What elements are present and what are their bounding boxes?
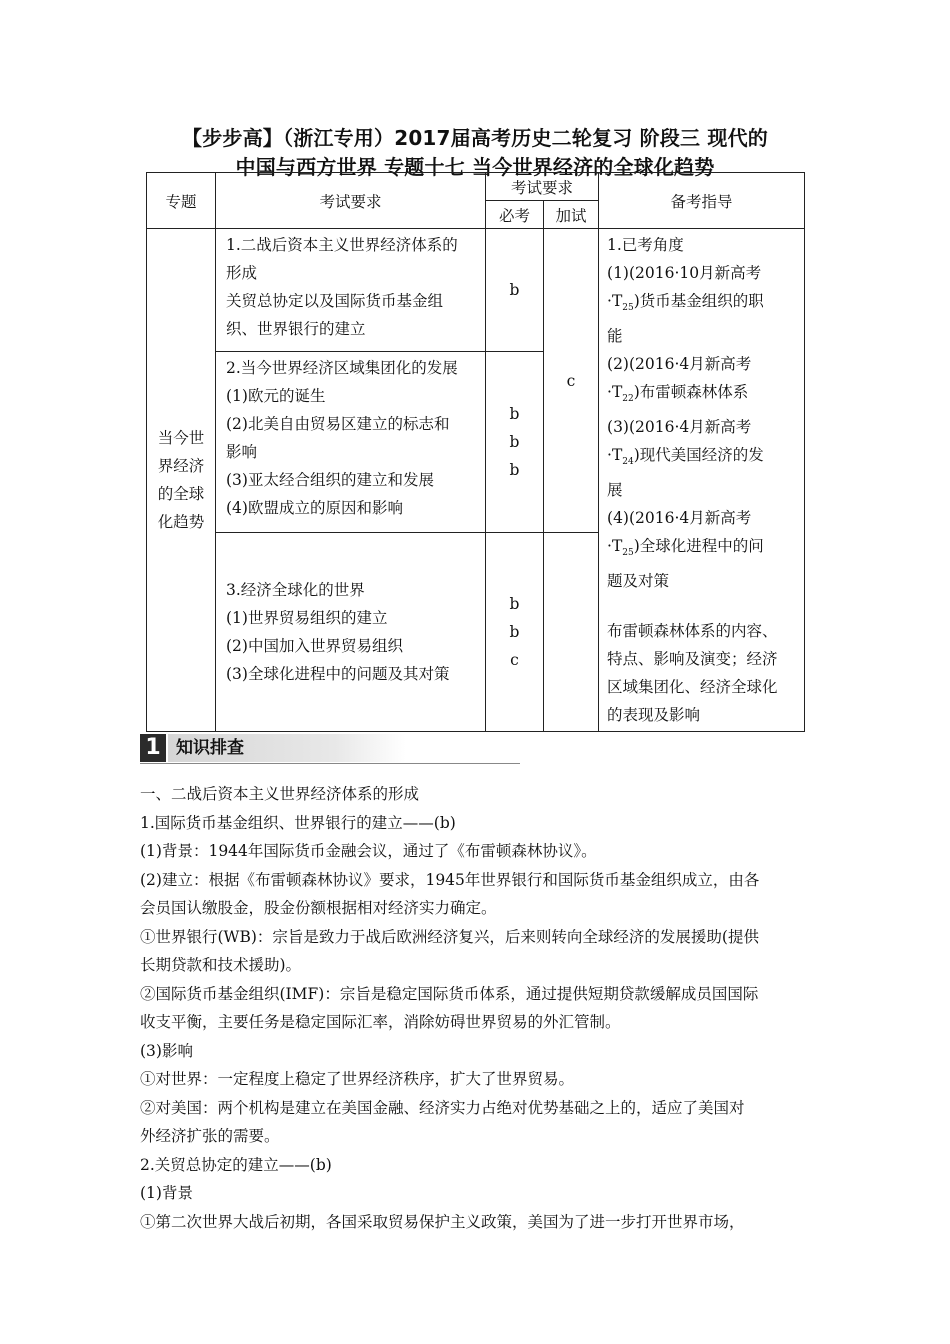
- guide-subscript: 25: [622, 303, 634, 314]
- requirement-line: (1)欧元的诞生: [226, 386, 326, 405]
- required-level-row-3: [486, 533, 544, 732]
- requirements-table: [146, 172, 805, 732]
- guide-line: [607, 287, 796, 322]
- level-value: b: [509, 595, 520, 614]
- required-level-row-1: [486, 229, 544, 352]
- guide-item-2: [607, 350, 796, 413]
- guide-line: 展: [607, 481, 623, 500]
- guide-line: 区域集团化、经济全球化: [607, 678, 778, 697]
- title-line-2: 中国与西方世界 专题十七 当今世界经济的全球化趋势: [235, 155, 715, 179]
- guide-text: ·T: [607, 537, 623, 556]
- section-header: [140, 734, 520, 762]
- guide-item-1: [607, 259, 796, 350]
- requirement-line: 3.经济全球化的世界: [226, 581, 365, 600]
- section-number-badge: 1: [140, 734, 166, 762]
- requirement-line: 影响: [226, 442, 258, 461]
- body-line: 一、二战后资本主义世界经济体系的形成: [140, 785, 420, 803]
- guide-text: ·T: [607, 383, 623, 402]
- topic-line: 化趋势: [157, 513, 205, 532]
- topic-line: 当今世: [157, 429, 205, 448]
- extra-level-row-3: [544, 533, 599, 732]
- requirement-line: (2)北美自由贸易区建立的标志和: [226, 414, 450, 433]
- body-line: 2.关贸总协定的建立——(b): [140, 1155, 332, 1174]
- body-line: 外经济扩张的需要。: [140, 1127, 280, 1145]
- body-line: ①第二次世界大战后初期，各国采取贸易保护主义政策，美国为了进一步打开世界市场，: [140, 1212, 745, 1231]
- guide-line: (2)(2016·4月新高考: [607, 355, 752, 374]
- topic-line: 的全球: [157, 485, 205, 504]
- guide-item-3: [607, 413, 796, 504]
- header-level-group: 考试要求: [486, 173, 599, 201]
- required-level-row-2: [486, 351, 544, 532]
- guide-text: )现代美国经济的发: [633, 446, 764, 465]
- guide-subscript: 24: [622, 457, 634, 468]
- guide-line: 题及对策: [607, 572, 670, 591]
- guide-cell: [599, 229, 805, 732]
- guide-line: (4)(2016·4月新高考: [607, 509, 752, 528]
- body-line: (3)影响: [140, 1041, 193, 1060]
- requirement-line: (2)中国加入世界贸易组织: [226, 637, 403, 656]
- body-line: ②对美国：两个机构是建立在美国金融、经济实力占绝对优势基础之上的，适应了美国对: [140, 1098, 745, 1117]
- requirement-line: (4)欧盟成立的原因和影响: [226, 498, 403, 517]
- guide-line: [607, 378, 796, 413]
- body-line: (2)建立：根据《布雷顿森林协议》要求，1945年世界银行和国际货币基金组织成立，由各: [140, 870, 760, 889]
- guide-line: 能: [607, 327, 623, 346]
- guide-line: 的表现及影响: [607, 706, 701, 725]
- requirement-row-2: [216, 351, 486, 532]
- guide-line: 特点、影响及演变；经济: [607, 650, 778, 669]
- requirement-row-3: [216, 533, 486, 732]
- body-line: ①世界银行(WB)：宗旨是致力于战后欧洲经济复兴，后来则转向全球经济的发展援助(提供: [140, 927, 759, 946]
- header-extra: 加试: [544, 201, 599, 229]
- topic-line: 界经济: [157, 457, 205, 476]
- body-line: 长期贷款和技术援助)。: [140, 956, 302, 974]
- requirement-line: (1)世界贸易组织的建立: [226, 609, 388, 628]
- guide-line: [607, 532, 796, 567]
- title-line-1: 【步步高】（浙江专用）2017届高考历史二轮复习 阶段三 现代的: [182, 126, 768, 150]
- guide-summary: [607, 617, 796, 729]
- guide-line: [607, 441, 796, 476]
- level-value: c: [510, 651, 519, 670]
- guide-text: ·T: [607, 292, 623, 310]
- requirement-line: (3)亚太经合组织的建立和发展: [226, 470, 434, 489]
- requirement-line: 关贸总协定以及国际货币基金组: [226, 292, 444, 310]
- body-line: 会员国认缴股金，股金份额根据相对经济实力确定。: [140, 899, 497, 917]
- requirement-line: 形成: [226, 264, 258, 282]
- guide-line: (1)(2016·10月新高考: [607, 264, 762, 282]
- guide-text: )布雷顿森林体系: [633, 383, 749, 402]
- header-topic: 专题: [147, 173, 216, 229]
- guide-text: )货币基金组织的职: [633, 292, 764, 310]
- guide-heading: 1.已考角度: [607, 236, 684, 254]
- level-value: b: [509, 404, 520, 423]
- guide-line: 布雷顿森林体系的内容、: [607, 622, 778, 641]
- requirement-line: (3)全球化进程中的问题及其对策: [226, 665, 450, 684]
- requirement-line: 织、世界银行的建立: [226, 320, 366, 338]
- guide-item-4: [607, 504, 796, 595]
- level-value: c: [566, 371, 576, 390]
- level-value: b: [509, 623, 520, 642]
- guide-subscript: 22: [622, 394, 634, 405]
- guide-text: ·T: [607, 446, 623, 465]
- header-guide: 备考指导: [599, 173, 805, 229]
- guide-line: (3)(2016·4月新高考: [607, 418, 752, 437]
- level-value: b: [509, 280, 520, 299]
- guide-subscript: 25: [622, 548, 634, 559]
- topic-cell: [147, 229, 216, 732]
- level-value: b: [509, 432, 520, 451]
- extra-level-rows-1-2: [544, 229, 599, 533]
- level-value: b: [509, 460, 520, 479]
- guide-text: )全球化进程中的问: [633, 537, 764, 556]
- body-text: [140, 780, 812, 1236]
- section-rule: [140, 763, 520, 764]
- header-requirement: 考试要求: [216, 173, 486, 229]
- body-line: 1.国际货币基金组织、世界银行的建立——(b): [140, 813, 456, 832]
- body-line: ①对世界：一定程度上稳定了世界经济秩序，扩大了世界贸易。: [140, 1070, 575, 1088]
- body-line: (1)背景: [140, 1184, 193, 1202]
- section-label: 知识排查: [168, 734, 406, 762]
- body-line: 收支平衡，主要任务是稳定国际汇率，消除妨碍世界贸易的外汇管制。: [140, 1013, 621, 1031]
- requirement-row-1: [216, 229, 486, 352]
- body-line: ②国际货币基金组织(IMF)：宗旨是稳定国际货币体系，通过提供短期贷款缓解成员国国际: [140, 984, 759, 1003]
- requirement-line: 2.当今世界经济区域集团化的发展: [226, 358, 458, 377]
- header-required: 必考: [486, 201, 544, 229]
- body-line: (1)背景：1944年国际货币金融会议，通过了《布雷顿森林协议》。: [140, 842, 597, 860]
- requirement-line: 1.二战后资本主义世界经济体系的: [226, 236, 458, 254]
